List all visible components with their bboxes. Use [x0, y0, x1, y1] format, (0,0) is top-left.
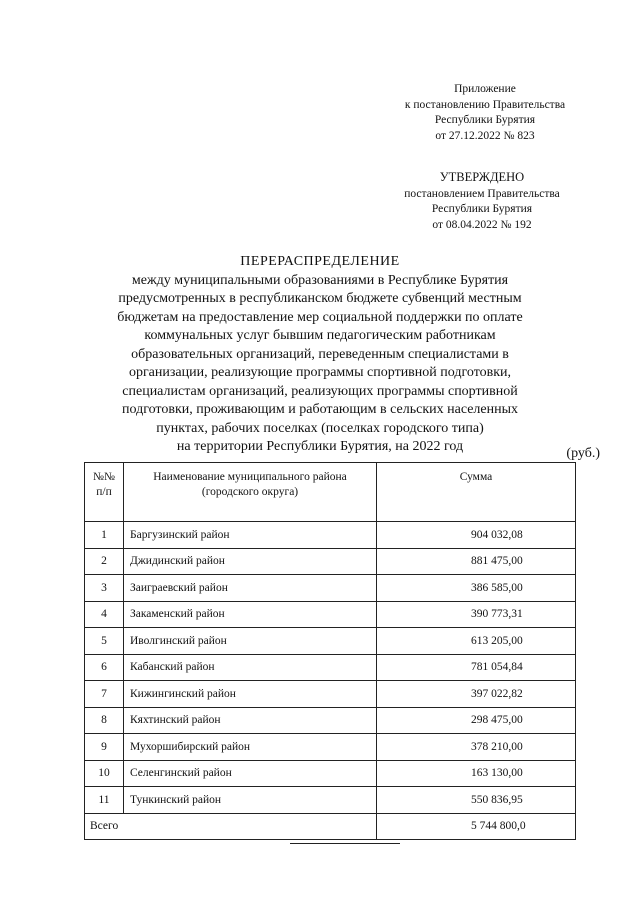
header-sum: Сумма — [377, 463, 576, 522]
approved-line: постановлением Правительства — [404, 187, 560, 200]
row-sum: 386 585,00 — [377, 575, 576, 602]
header-number-line1: №№ — [93, 471, 115, 483]
header-number — [85, 463, 124, 522]
row-sum: 390 773,31 — [377, 601, 576, 628]
table-row — [85, 628, 576, 655]
table-row — [85, 787, 576, 814]
appendix-line: к постановлению Правительства — [404, 98, 566, 111]
title-line: организации, реализующие программы спортивной подготовки, — [128, 365, 512, 380]
row-number: 9 — [85, 734, 124, 761]
approved-block — [370, 170, 594, 233]
approved-line: Республики Бурятия — [431, 203, 533, 215]
title-line: на территории Республики Бурятия, на 2022 год — [176, 439, 464, 454]
row-number: 6 — [85, 654, 124, 681]
row-number: 3 — [85, 575, 124, 602]
appendix-line: Приложение — [454, 83, 516, 95]
row-district: Селенгинский район — [124, 760, 377, 787]
row-number: 7 — [85, 681, 124, 708]
row-district: Кабанский район — [124, 654, 377, 681]
row-district: Джидинский район — [124, 548, 377, 575]
row-number: 4 — [85, 601, 124, 628]
table-row — [85, 681, 576, 708]
table-row — [85, 601, 576, 628]
row-district: Закаменский район — [124, 601, 377, 628]
row-number: 10 — [85, 760, 124, 787]
title-line: коммунальных услуг бывшим педагогическим работникам — [144, 328, 496, 343]
row-district: Кижингинский район — [124, 681, 377, 708]
row-number: 11 — [85, 787, 124, 814]
document-title — [80, 253, 560, 457]
row-district: Баргузинский район — [124, 522, 377, 549]
table-row — [85, 548, 576, 575]
title-line: бюджетам на предоставление мер социальной поддержки по оплате — [117, 309, 523, 325]
row-sum: 163 130,00 — [377, 760, 576, 787]
title-line: специалистам организаций, реализующих программы спортивной — [122, 383, 518, 399]
title-heading: ПЕРЕРАСПРЕДЕЛЕНИЕ — [240, 254, 400, 269]
approved-heading: УТВЕРЖДЕНО — [439, 170, 525, 184]
row-district: Тункинский район — [124, 787, 377, 814]
row-number: 5 — [85, 628, 124, 655]
title-line: предусмотренных в республиканском бюджете субвенций местным — [118, 291, 522, 306]
appendix-block — [370, 82, 600, 144]
appendix-line: Республики Бурятия — [434, 114, 536, 126]
title-line: между муниципальными образованиями в Республике Бурятия — [131, 272, 509, 288]
title-line: подготовки, проживающим и работающим в сельских населенных — [121, 402, 519, 417]
total-label: Всего — [85, 813, 377, 840]
row-sum: 613 205,00 — [377, 628, 576, 655]
approved-line: от 08.04.2022 № 192 — [432, 218, 532, 231]
table-row — [85, 575, 576, 602]
table-header-row — [85, 463, 576, 522]
row-number: 2 — [85, 548, 124, 575]
title-line: образовательных организаций, переведенным специалистами в — [131, 346, 509, 362]
header-name — [124, 463, 377, 522]
total-sum: 5 744 800,0 — [377, 813, 576, 840]
row-sum: 397 022,82 — [377, 681, 576, 708]
table-row — [85, 734, 576, 761]
table-row — [85, 522, 576, 549]
row-number: 8 — [85, 707, 124, 734]
row-number: 1 — [85, 522, 124, 549]
header-name-line2: (городского округа) — [201, 486, 299, 498]
closing-rule — [290, 843, 400, 844]
units-label: (руб.) — [566, 446, 600, 461]
table-row — [85, 654, 576, 681]
row-district: Иволгинский район — [124, 628, 377, 655]
row-district: Мухоршибирский район — [124, 734, 377, 761]
row-sum: 881 475,00 — [377, 548, 576, 575]
row-sum: 378 210,00 — [377, 734, 576, 761]
row-sum: 904 032,08 — [377, 522, 576, 549]
header-name-line1: Наименование муниципального района — [153, 471, 347, 483]
row-district: Кяхтинский район — [124, 707, 377, 734]
title-line: пунктах, рабочих поселках (поселках городского типа) — [156, 420, 484, 436]
row-district: Заиграевский район — [124, 575, 377, 602]
table-row — [85, 760, 576, 787]
table-row — [85, 707, 576, 734]
row-sum: 781 054,84 — [377, 654, 576, 681]
allocation-table — [84, 462, 576, 840]
header-number-line2: п/п — [96, 486, 112, 498]
appendix-line: от 27.12.2022 № 823 — [435, 129, 535, 142]
total-row — [85, 813, 576, 840]
row-sum: 550 836,95 — [377, 787, 576, 814]
row-sum: 298 475,00 — [377, 707, 576, 734]
